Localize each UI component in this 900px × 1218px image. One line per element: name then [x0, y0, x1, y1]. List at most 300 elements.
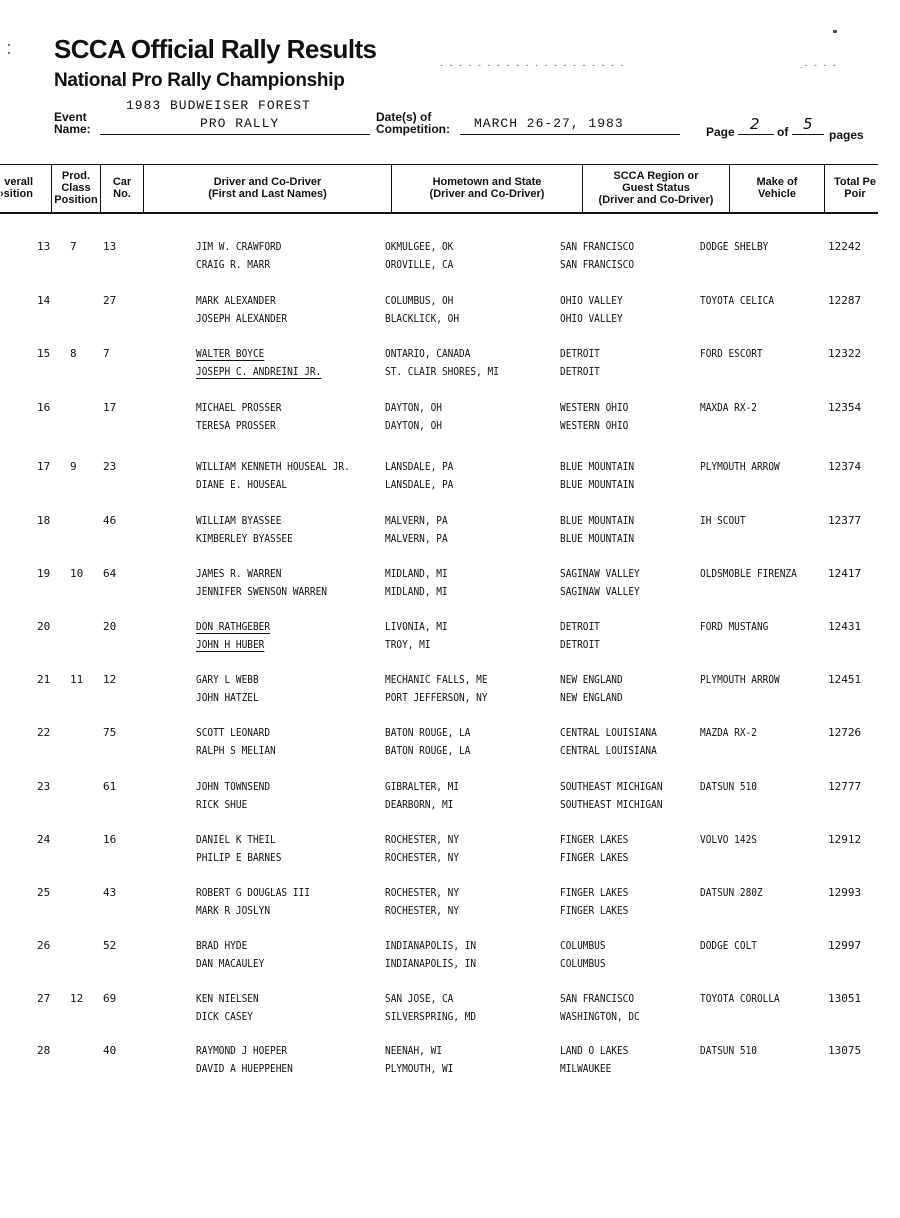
scca-regions-region1: FINGER LAKES	[560, 833, 629, 846]
vehicle-make	[700, 990, 780, 1008]
table-row	[0, 238, 900, 274]
hometowns-home2: MALVERN, PA	[385, 532, 448, 545]
driver-names-codriver: MARK R JOSLYN	[196, 904, 271, 917]
vehicle-make-make: DATSUN 510	[700, 780, 757, 793]
class-position	[70, 458, 77, 476]
hometowns-home1: INDIANAPOLIS, IN	[385, 939, 477, 952]
vehicle-make-make: PLYMOUTH ARROW	[700, 673, 780, 686]
overall-position-overall: 25	[37, 886, 51, 899]
vehicle-make	[700, 937, 757, 955]
vehicle-make-make: MAZDA RX-2	[700, 726, 757, 739]
scca-regions-region2: WESTERN OHIO	[560, 419, 629, 432]
hometowns-home2: LANSDALE, PA	[385, 478, 454, 491]
vehicle-make	[700, 292, 774, 310]
column-header-make: Make of Vehicle	[756, 176, 798, 200]
hometowns-home1: GIBRALTER, MI	[385, 780, 460, 793]
overall-position	[37, 671, 50, 689]
driver-names	[196, 724, 276, 760]
total-points	[828, 778, 861, 796]
total-points	[828, 990, 861, 1008]
hometowns	[385, 937, 476, 973]
table-row	[0, 458, 900, 494]
car-number-car: 17	[103, 401, 117, 414]
column-header-car-no: Car No.	[112, 176, 132, 200]
vehicle-make	[700, 1042, 757, 1060]
hometowns	[385, 1042, 453, 1078]
driver-names-codriver: DICK CASEY	[196, 1010, 253, 1023]
date-value: MARCH 26-27, 1983	[474, 116, 624, 131]
hometowns	[385, 399, 442, 435]
overall-position	[37, 512, 50, 530]
scca-regions	[560, 831, 628, 867]
class-position	[70, 990, 83, 1008]
driver-names-driver: JOHN TOWNSEND	[196, 780, 271, 793]
car-number	[103, 565, 116, 583]
margin-mark	[8, 44, 10, 46]
vehicle-make	[700, 884, 763, 902]
vehicle-make	[700, 399, 757, 417]
driver-names-driver: MARK ALEXANDER	[196, 294, 276, 307]
overall-position	[37, 990, 50, 1008]
car-number	[103, 458, 116, 476]
hometowns-home2: DAYTON, OH	[385, 419, 442, 432]
column-header-driver: Driver and Co-Driver (First and Last Names)	[208, 176, 327, 200]
total-points-total: 12374	[828, 460, 862, 473]
driver-names-driver: WILLIAM KENNETH HOUSEAL JR.	[196, 460, 350, 473]
overall-position	[37, 292, 50, 310]
scca-regions-region1: DETROIT	[560, 620, 600, 633]
table-row	[0, 292, 900, 328]
total-points-total: 12377	[828, 514, 862, 527]
overall-position-overall: 28	[37, 1044, 51, 1057]
overall-position	[37, 618, 50, 636]
total-points	[828, 565, 861, 583]
vehicle-make	[700, 345, 763, 363]
driver-names-codriver: KIMBERLEY BYASSEE	[196, 532, 293, 545]
driver-names	[196, 778, 270, 814]
hometowns-home1: LANSDALE, PA	[385, 460, 454, 473]
scca-regions-region2: OHIO VALLEY	[560, 312, 623, 325]
scca-regions-region1: SAN FRANCISCO	[560, 240, 635, 253]
driver-names-codriver: PHILIP E BARNES	[196, 851, 282, 864]
driver-names	[196, 618, 270, 654]
driver-names-codriver: RALPH S MELIAN	[196, 744, 276, 757]
page-subtitle: National Pro Rally Championship	[54, 70, 345, 91]
driver-names-driver: RAYMOND J HOEPER	[196, 1044, 288, 1057]
hometowns-home2: PORT JEFFERSON, NY	[385, 691, 488, 704]
total-points-total: 12431	[828, 620, 862, 633]
hometowns-home1: SAN JOSE, CA	[385, 992, 454, 1005]
scca-regions	[560, 458, 634, 494]
hometowns-home2: TROY, MI	[385, 638, 431, 651]
date-label: Date(s) of Competition:	[376, 110, 450, 136]
scca-regions-region1: FINGER LAKES	[560, 886, 629, 899]
overall-position-overall: 27	[37, 992, 51, 1005]
column-header-overall: verall ›sition	[0, 176, 33, 200]
scca-regions-region1: OHIO VALLEY	[560, 294, 623, 307]
car-number-car: 40	[103, 1044, 117, 1057]
vehicle-make-make: DATSUN 280Z	[700, 886, 763, 899]
hometowns-home1: COLUMBUS, OH	[385, 294, 454, 307]
overall-position-overall: 19	[37, 567, 51, 580]
scca-regions	[560, 671, 623, 707]
scca-regions	[560, 565, 640, 601]
car-number-car: 64	[103, 567, 117, 580]
hometowns	[385, 345, 499, 381]
driver-names	[196, 458, 350, 494]
hometowns-home2: OROVILLE, CA	[385, 258, 454, 271]
hometowns	[385, 778, 459, 814]
driver-names-driver: DON RATHGEBER	[196, 620, 271, 633]
vehicle-make	[700, 831, 757, 849]
vehicle-make-make: IH SCOUT	[700, 514, 746, 527]
table-row	[0, 618, 900, 654]
driver-names	[196, 671, 259, 707]
hometowns	[385, 831, 459, 867]
car-number	[103, 724, 116, 742]
header-bottom-rule	[0, 212, 878, 214]
driver-names-driver: JAMES R. WARREN	[196, 567, 282, 580]
car-number	[103, 238, 116, 256]
total-points	[828, 345, 861, 363]
scca-regions-region1: WESTERN OHIO	[560, 401, 629, 414]
driver-names	[196, 292, 287, 328]
vehicle-make	[700, 724, 757, 742]
scca-regions-region2: DETROIT	[560, 638, 600, 651]
total-points-total: 12451	[828, 673, 862, 686]
scca-regions-region1: SAGINAW VALLEY	[560, 567, 640, 580]
hometowns-home2: SILVERSPRING, MD	[385, 1010, 477, 1023]
scca-regions-region2: CENTRAL LOUISIANA	[560, 744, 657, 757]
total-points-total: 12417	[828, 567, 862, 580]
scca-regions-region1: LAND O LAKES	[560, 1044, 629, 1057]
total-points	[828, 238, 861, 256]
driver-names-driver: GARY L WEBB	[196, 673, 259, 686]
overall-position	[37, 565, 50, 583]
scca-regions-region2: SAGINAW VALLEY	[560, 585, 640, 598]
vehicle-make-make: TOYOTA COROLLA	[700, 992, 780, 1005]
overall-position-overall: 23	[37, 780, 51, 793]
table-row	[0, 565, 900, 601]
overall-position-overall: 18	[37, 514, 51, 527]
driver-names-driver: KEN NIELSEN	[196, 992, 259, 1005]
driver-names-codriver: RICK SHUE	[196, 798, 248, 811]
hometowns-home2: DEARBORN, MI	[385, 798, 454, 811]
total-points-total: 12777	[828, 780, 862, 793]
scca-regions-region1: BLUE MOUNTAIN	[560, 514, 635, 527]
hometowns-home1: OKMULGEE, OK	[385, 240, 454, 253]
driver-names	[196, 399, 281, 435]
column-header-total: Total Pe Poir	[834, 176, 876, 200]
car-number	[103, 831, 116, 849]
total-points	[828, 458, 861, 476]
scca-regions	[560, 778, 663, 814]
page-title: SCCA Official Rally Results	[54, 34, 377, 64]
hometowns-home1: MALVERN, PA	[385, 514, 448, 527]
vehicle-make	[700, 512, 746, 530]
car-number-car: 12	[103, 673, 117, 686]
scca-regions-region2: SOUTHEAST MICHIGAN	[560, 798, 663, 811]
car-number	[103, 345, 110, 363]
table-row	[0, 345, 900, 381]
vehicle-make-make: PLYMOUTH ARROW	[700, 460, 780, 473]
class-position-prod: 9	[70, 460, 77, 473]
total-points-total: 12993	[828, 886, 862, 899]
scca-regions-region2: FINGER LAKES	[560, 904, 629, 917]
hometowns-home1: ROCHESTER, NY	[385, 833, 460, 846]
table-row	[0, 1042, 900, 1078]
vehicle-make	[700, 238, 768, 256]
total-points	[828, 884, 861, 902]
vehicle-make-make: DODGE COLT	[700, 939, 757, 952]
hometowns	[385, 292, 459, 328]
scca-regions-region2: WASHINGTON, DC	[560, 1010, 640, 1023]
overall-position	[37, 724, 50, 742]
car-number-car: 20	[103, 620, 117, 633]
vehicle-make	[700, 458, 780, 476]
driver-names	[196, 884, 310, 920]
car-number	[103, 884, 116, 902]
overall-position	[37, 238, 50, 256]
car-number	[103, 512, 116, 530]
scca-regions	[560, 238, 634, 274]
scca-regions-region1: SAN FRANCISCO	[560, 992, 635, 1005]
hometowns-home2: ROCHESTER, NY	[385, 851, 460, 864]
hometowns-home2: MIDLAND, MI	[385, 585, 448, 598]
table-row	[0, 831, 900, 867]
table-row	[0, 399, 900, 435]
overall-position-overall: 21	[37, 673, 51, 686]
driver-names	[196, 238, 281, 274]
table-row	[0, 671, 900, 707]
total-points-total: 12997	[828, 939, 862, 952]
overall-position-overall: 16	[37, 401, 51, 414]
hometowns	[385, 565, 448, 601]
scca-regions-region2: FINGER LAKES	[560, 851, 629, 864]
car-number-car: 27	[103, 294, 117, 307]
faint-dotted-line: .- - - -	[800, 60, 838, 70]
total-points-total: 13075	[828, 1044, 862, 1057]
overall-position-overall: 24	[37, 833, 51, 846]
hometowns-home2: BLACKLICK, OH	[385, 312, 460, 325]
vehicle-make-make: MAXDA RX-2	[700, 401, 757, 414]
hometowns	[385, 671, 488, 707]
table-row	[0, 512, 900, 548]
scca-regions-region2: BLUE MOUNTAIN	[560, 478, 635, 491]
driver-names-codriver: CRAIG R. MARR	[196, 258, 271, 271]
vehicle-make-make: VOLVO 142S	[700, 833, 757, 846]
scca-regions	[560, 345, 600, 381]
class-position	[70, 565, 83, 583]
driver-names-codriver: JENNIFER SWENSON WARREN	[196, 585, 328, 598]
faint-dotted-line: - - - - - - - - - - · - - - - - - - - -	[440, 60, 626, 70]
hometowns-home1: LIVONIA, MI	[385, 620, 448, 633]
car-number-car: 23	[103, 460, 117, 473]
vehicle-make-make: OLDSMOBLE FIRENZA	[700, 567, 797, 580]
driver-names-driver: WALTER BOYCE	[196, 347, 265, 360]
total-points-total: 12242	[828, 240, 862, 253]
total-points-total: 12322	[828, 347, 862, 360]
page-total: 5	[803, 115, 813, 133]
scca-regions-region2: SAN FRANCISCO	[560, 258, 635, 271]
overall-position-overall: 22	[37, 726, 51, 739]
total-points	[828, 292, 861, 310]
scca-regions-region1: CENTRAL LOUISIANA	[560, 726, 657, 739]
driver-names-driver: WILLIAM BYASSEE	[196, 514, 282, 527]
overall-position	[37, 937, 50, 955]
car-number-car: 7	[103, 347, 110, 360]
vehicle-make-make: DODGE SHELBY	[700, 240, 769, 253]
scca-regions-region1: BLUE MOUNTAIN	[560, 460, 635, 473]
scca-regions-region2: DETROIT	[560, 365, 600, 378]
car-number	[103, 399, 116, 417]
class-position	[70, 671, 83, 689]
hometowns	[385, 990, 476, 1026]
overall-position-overall: 13	[37, 240, 51, 253]
column-header-region: SCCA Region or Guest Status (Driver and Co-Driver)	[598, 170, 714, 206]
total-points-total: 13051	[828, 992, 862, 1005]
pages-label: pages	[829, 128, 864, 142]
overall-position	[37, 778, 50, 796]
scca-regions-region1: DETROIT	[560, 347, 600, 360]
hometowns	[385, 458, 453, 494]
hometowns	[385, 884, 459, 920]
hometowns	[385, 724, 470, 760]
car-number-car: 43	[103, 886, 117, 899]
event-name-line1: 1983 BUDWEISER FOREST	[126, 98, 311, 113]
driver-names	[196, 512, 293, 548]
class-position-prod: 12	[70, 992, 84, 1005]
car-number	[103, 1042, 116, 1060]
vehicle-make	[700, 671, 780, 689]
car-number-car: 16	[103, 833, 117, 846]
car-number	[103, 778, 116, 796]
table-row	[0, 778, 900, 814]
overall-position	[37, 458, 50, 476]
hometowns	[385, 618, 448, 654]
scca-regions-region2: MILWAUKEE	[560, 1062, 612, 1075]
class-position-prod: 11	[70, 673, 84, 686]
overall-position	[37, 399, 50, 417]
car-number	[103, 990, 116, 1008]
scca-regions	[560, 937, 606, 973]
overall-position	[37, 831, 50, 849]
margin-mark	[8, 52, 10, 54]
vehicle-make-make: FORD MUSTANG	[700, 620, 769, 633]
total-points	[828, 1042, 861, 1060]
car-number	[103, 292, 116, 310]
driver-names	[196, 565, 327, 601]
car-number-car: 46	[103, 514, 117, 527]
scca-regions	[560, 724, 657, 760]
scca-regions	[560, 990, 640, 1026]
page-total-rule	[792, 134, 824, 135]
total-points	[828, 512, 861, 530]
vehicle-make	[700, 565, 797, 583]
hometowns	[385, 512, 448, 548]
class-position	[70, 238, 77, 256]
date-rule	[460, 134, 680, 135]
driver-names	[196, 345, 321, 381]
total-points	[828, 831, 861, 849]
scca-regions-region1: SOUTHEAST MICHIGAN	[560, 780, 663, 793]
driver-names-driver: BRAD HYDE	[196, 939, 248, 952]
hometowns-home2: INDIANAPOLIS, IN	[385, 957, 477, 970]
class-position-prod: 10	[70, 567, 84, 580]
car-number-car: 75	[103, 726, 117, 739]
driver-names-codriver: JOSEPH C. ANDREINI JR.	[196, 365, 322, 378]
overall-position	[37, 345, 50, 363]
overall-position-overall: 20	[37, 620, 51, 633]
vehicle-make-make: FORD ESCORT	[700, 347, 763, 360]
driver-names	[196, 990, 259, 1026]
column-divider	[824, 164, 825, 213]
driver-names	[196, 937, 264, 973]
driver-names-driver: ROBERT G DOUGLAS III	[196, 886, 310, 899]
class-position-prod: 7	[70, 240, 77, 253]
driver-names-driver: SCOTT LEONARD	[196, 726, 271, 739]
event-name-line2: PRO RALLY	[200, 116, 280, 131]
page-label: Page	[706, 125, 735, 139]
vehicle-make-make: DATSUN 510	[700, 1044, 757, 1057]
car-number-car: 61	[103, 780, 117, 793]
overall-position-overall: 15	[37, 347, 51, 360]
header-top-rule	[0, 164, 878, 165]
overall-position-overall: 26	[37, 939, 51, 952]
scca-regions-region1: COLUMBUS	[560, 939, 606, 952]
scca-regions	[560, 884, 628, 920]
scca-regions	[560, 399, 628, 435]
driver-names-codriver: DAVID A HUEPPEHEN	[196, 1062, 293, 1075]
hometowns-home2: ROCHESTER, NY	[385, 904, 460, 917]
of-label: of	[777, 125, 789, 139]
car-number	[103, 937, 116, 955]
scca-regions	[560, 512, 634, 548]
hometowns-home1: BATON ROUGE, LA	[385, 726, 471, 739]
car-number-car: 13	[103, 240, 117, 253]
hometowns-home2: ST. CLAIR SHORES, MI	[385, 365, 499, 378]
scca-regions	[560, 618, 600, 654]
corner-mark	[833, 30, 837, 33]
event-name-label: Event Name:	[54, 110, 91, 136]
total-points-total: 12287	[828, 294, 862, 307]
car-number-car: 69	[103, 992, 117, 1005]
driver-names-driver: JIM W. CRAWFORD	[196, 240, 282, 253]
class-position	[70, 345, 77, 363]
driver-names-driver: DANIEL K THEIL	[196, 833, 276, 846]
scca-regions-region1: NEW ENGLAND	[560, 673, 623, 686]
vehicle-make	[700, 618, 768, 636]
scca-regions-region2: COLUMBUS	[560, 957, 606, 970]
column-header-hometown: Hometown and State (Driver and Co-Driver)	[429, 176, 545, 200]
total-points	[828, 724, 861, 742]
scca-regions-region2: NEW ENGLAND	[560, 691, 623, 704]
hometowns-home1: ROCHESTER, NY	[385, 886, 460, 899]
car-number-car: 52	[103, 939, 117, 952]
total-points	[828, 399, 861, 417]
total-points-total: 12726	[828, 726, 862, 739]
scca-regions-region2: BLUE MOUNTAIN	[560, 532, 635, 545]
event-name-rule	[100, 134, 370, 135]
vehicle-make-make: TOYOTA CELICA	[700, 294, 775, 307]
table-row	[0, 884, 900, 920]
class-position-prod: 8	[70, 347, 77, 360]
hometowns-home1: DAYTON, OH	[385, 401, 442, 414]
total-points-total: 12354	[828, 401, 862, 414]
driver-names-codriver: JOSEPH ALEXANDER	[196, 312, 288, 325]
driver-names	[196, 831, 281, 867]
hometowns-home1: MECHANIC FALLS, ME	[385, 673, 488, 686]
